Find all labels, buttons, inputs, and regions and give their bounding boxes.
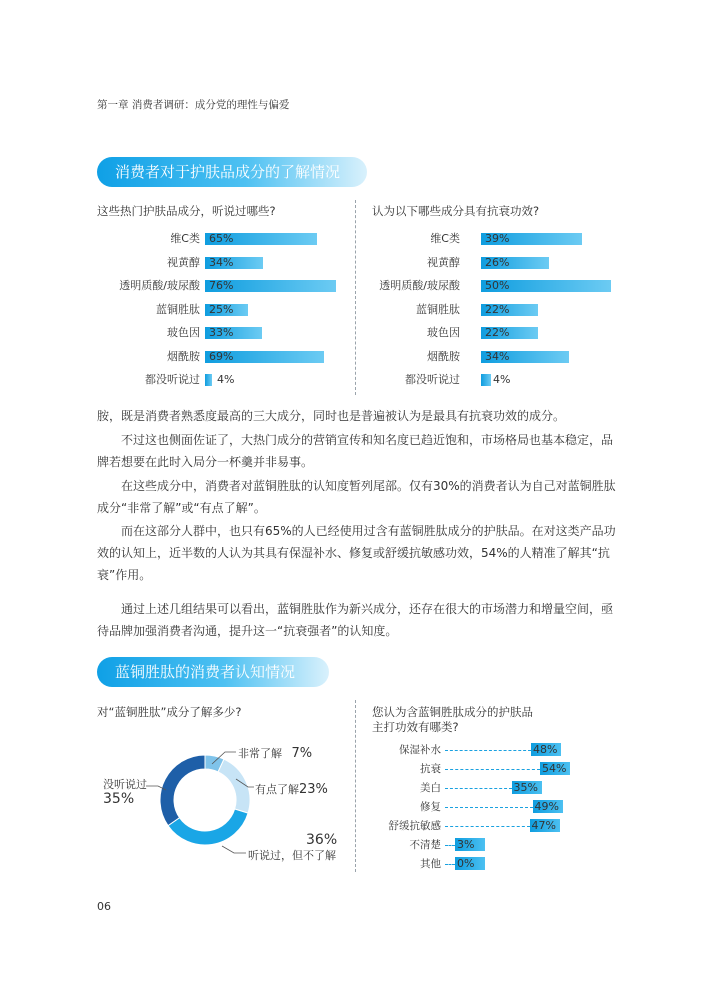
effect-label: 抗衰 xyxy=(420,763,441,775)
bar-label: 烟酰胺 xyxy=(427,349,460,363)
donut-label-never-heard: 没听说过 xyxy=(103,778,147,791)
bar-value: 4% xyxy=(217,373,235,386)
bar-value: 76% xyxy=(209,279,234,292)
bar-label: 视黄醇 xyxy=(427,255,460,269)
bar-value: 25% xyxy=(209,302,234,316)
paragraph-3: 在这些成分中，消费者对蓝铜胜肽的认知度暂列尾部。仅有30%的消费者认为自己对蓝铜胜肽成分“非常了解”或“有点了解”。 xyxy=(97,479,616,515)
bar-value: 33% xyxy=(209,326,234,339)
donut-label-heard-not-familiar: 听说过，但不了解 xyxy=(248,849,336,862)
bar-label: 蓝铜胜肽 xyxy=(416,302,460,316)
slice-value: 23% xyxy=(299,782,328,797)
effects-question-line2: 主打功效有哪类? xyxy=(372,720,459,734)
effects-question-line1: 您认为含蓝铜胜肽成分的护肤品 xyxy=(372,705,533,719)
slice-never-heard xyxy=(160,755,205,826)
slice-label: 非常了解 xyxy=(238,747,282,760)
slice-somewhat-familiar xyxy=(218,759,250,813)
effect-label: 修复 xyxy=(420,801,441,813)
bar-label: 透明质酸/玻尿酸 xyxy=(119,279,200,292)
bar-label: 蓝铜胜肽 xyxy=(156,302,200,316)
bar-value: 50% xyxy=(485,279,510,292)
effect-leader-line xyxy=(445,826,530,827)
effect-label: 舒缓抗敏感 xyxy=(388,820,441,832)
effect-leader-line xyxy=(445,807,533,808)
effect-leader-line xyxy=(445,769,540,770)
effect-label: 不清楚 xyxy=(409,839,441,851)
bar-value: 69% xyxy=(209,349,234,363)
left-chart-question: 这些热门护肤品成分，听说过哪些? xyxy=(97,204,276,218)
slice-label: 有点了解 xyxy=(255,783,299,796)
donut-question: 对“蓝铜胜肽”成分了解多少? xyxy=(97,705,242,719)
effect-value: 3% xyxy=(457,838,475,851)
bar-value: 22% xyxy=(485,326,510,339)
bar-label: 都没听说过 xyxy=(145,373,200,386)
section-title-consumer-cognition xyxy=(97,657,329,687)
bar-label: 视黄醇 xyxy=(167,255,200,269)
paragraph-5: 通过上述几组结果可以看出，蓝铜胜肽作为新兴成分，还存在很大的市场潜力和增量空间，亟待品牌加强消费者沟通，提升这一“抗衰强者”的认知度。 xyxy=(97,602,614,638)
bar-value: 22% xyxy=(485,302,510,316)
effect-leader-line xyxy=(445,788,512,789)
effect-label: 美白 xyxy=(420,782,441,794)
bar xyxy=(205,374,212,386)
bar-label: 维C类 xyxy=(430,232,460,245)
bar-label: 玻色因 xyxy=(167,326,200,339)
bar-value: 34% xyxy=(485,349,510,363)
paragraph-4: 而在这部分人群中，也只有65%的人已经使用过含有蓝铜胜肽成分的护肤品。在对这类产品功效的认知上，近半数的人认为其具有保湿补水、修复或舒缓抗敏感功效，54%的人精准了解其“抗衰”作用。 xyxy=(97,524,616,582)
donut-value-heard-not-familiar: 36% xyxy=(306,832,338,848)
bar-label: 都没听说过 xyxy=(405,373,460,386)
donut-label-very-familiar xyxy=(238,745,312,761)
slice-value: 7% xyxy=(291,746,313,761)
effect-label: 保湿补水 xyxy=(399,744,441,756)
awareness-donut-chart xyxy=(150,745,260,855)
page-number: 06 xyxy=(97,900,111,913)
donut-label-somewhat-familiar xyxy=(255,781,328,797)
effect-leader-line xyxy=(445,750,531,751)
donut-value-never-heard: 35% xyxy=(103,791,135,807)
bar-value: 26% xyxy=(485,255,510,269)
slice-heard-not-familiar xyxy=(168,809,248,845)
effect-value: 35% xyxy=(513,781,538,794)
bar-value: 4% xyxy=(493,373,511,386)
section-title-text: 蓝铜胜肽的消费者认知情况 xyxy=(115,663,296,681)
bar-label: 维C类 xyxy=(170,232,200,245)
chapter-header: 第一章 消费者调研：成分党的理性与偏爱 xyxy=(97,99,290,111)
bar-value: 34% xyxy=(209,255,234,269)
bar xyxy=(481,374,491,386)
section2-divider xyxy=(355,700,356,872)
bar-label: 玻色因 xyxy=(427,326,460,339)
bar-label: 透明质酸/玻尿酸 xyxy=(379,279,460,292)
bar-value: 39% xyxy=(485,232,510,245)
effect-leader-line xyxy=(445,864,455,865)
effect-label: 其他 xyxy=(420,858,441,870)
section1-divider xyxy=(355,200,356,395)
effect-leader-line xyxy=(445,845,455,846)
effect-value: 54% xyxy=(542,762,567,775)
effect-value: 47% xyxy=(531,819,556,832)
effect-value: 49% xyxy=(534,800,559,813)
right-chart-question: 认为以下哪些成分具有抗衰功效? xyxy=(372,204,540,218)
section-title-ingredient-awareness xyxy=(97,157,367,187)
bar-value: 65% xyxy=(209,232,234,245)
paragraph-2: 不过这也侧面佐证了，大热门成分的营销宣传和知名度已趋近饱和，市场格局也基本稳定，品牌若想要在此时入局分一杯羹并非易事。 xyxy=(97,433,614,469)
section-title-text: 消费者对于护肤品成分的了解情况 xyxy=(115,163,341,181)
effect-value: 0% xyxy=(457,857,475,870)
effect-value: 48% xyxy=(533,743,558,756)
paragraph-1: 胺，既是消费者熟悉度最高的三大成分，同时也是普遍被认为是最具有抗衰功效的成分。 xyxy=(97,409,566,423)
bar-label: 烟酰胺 xyxy=(167,349,200,363)
